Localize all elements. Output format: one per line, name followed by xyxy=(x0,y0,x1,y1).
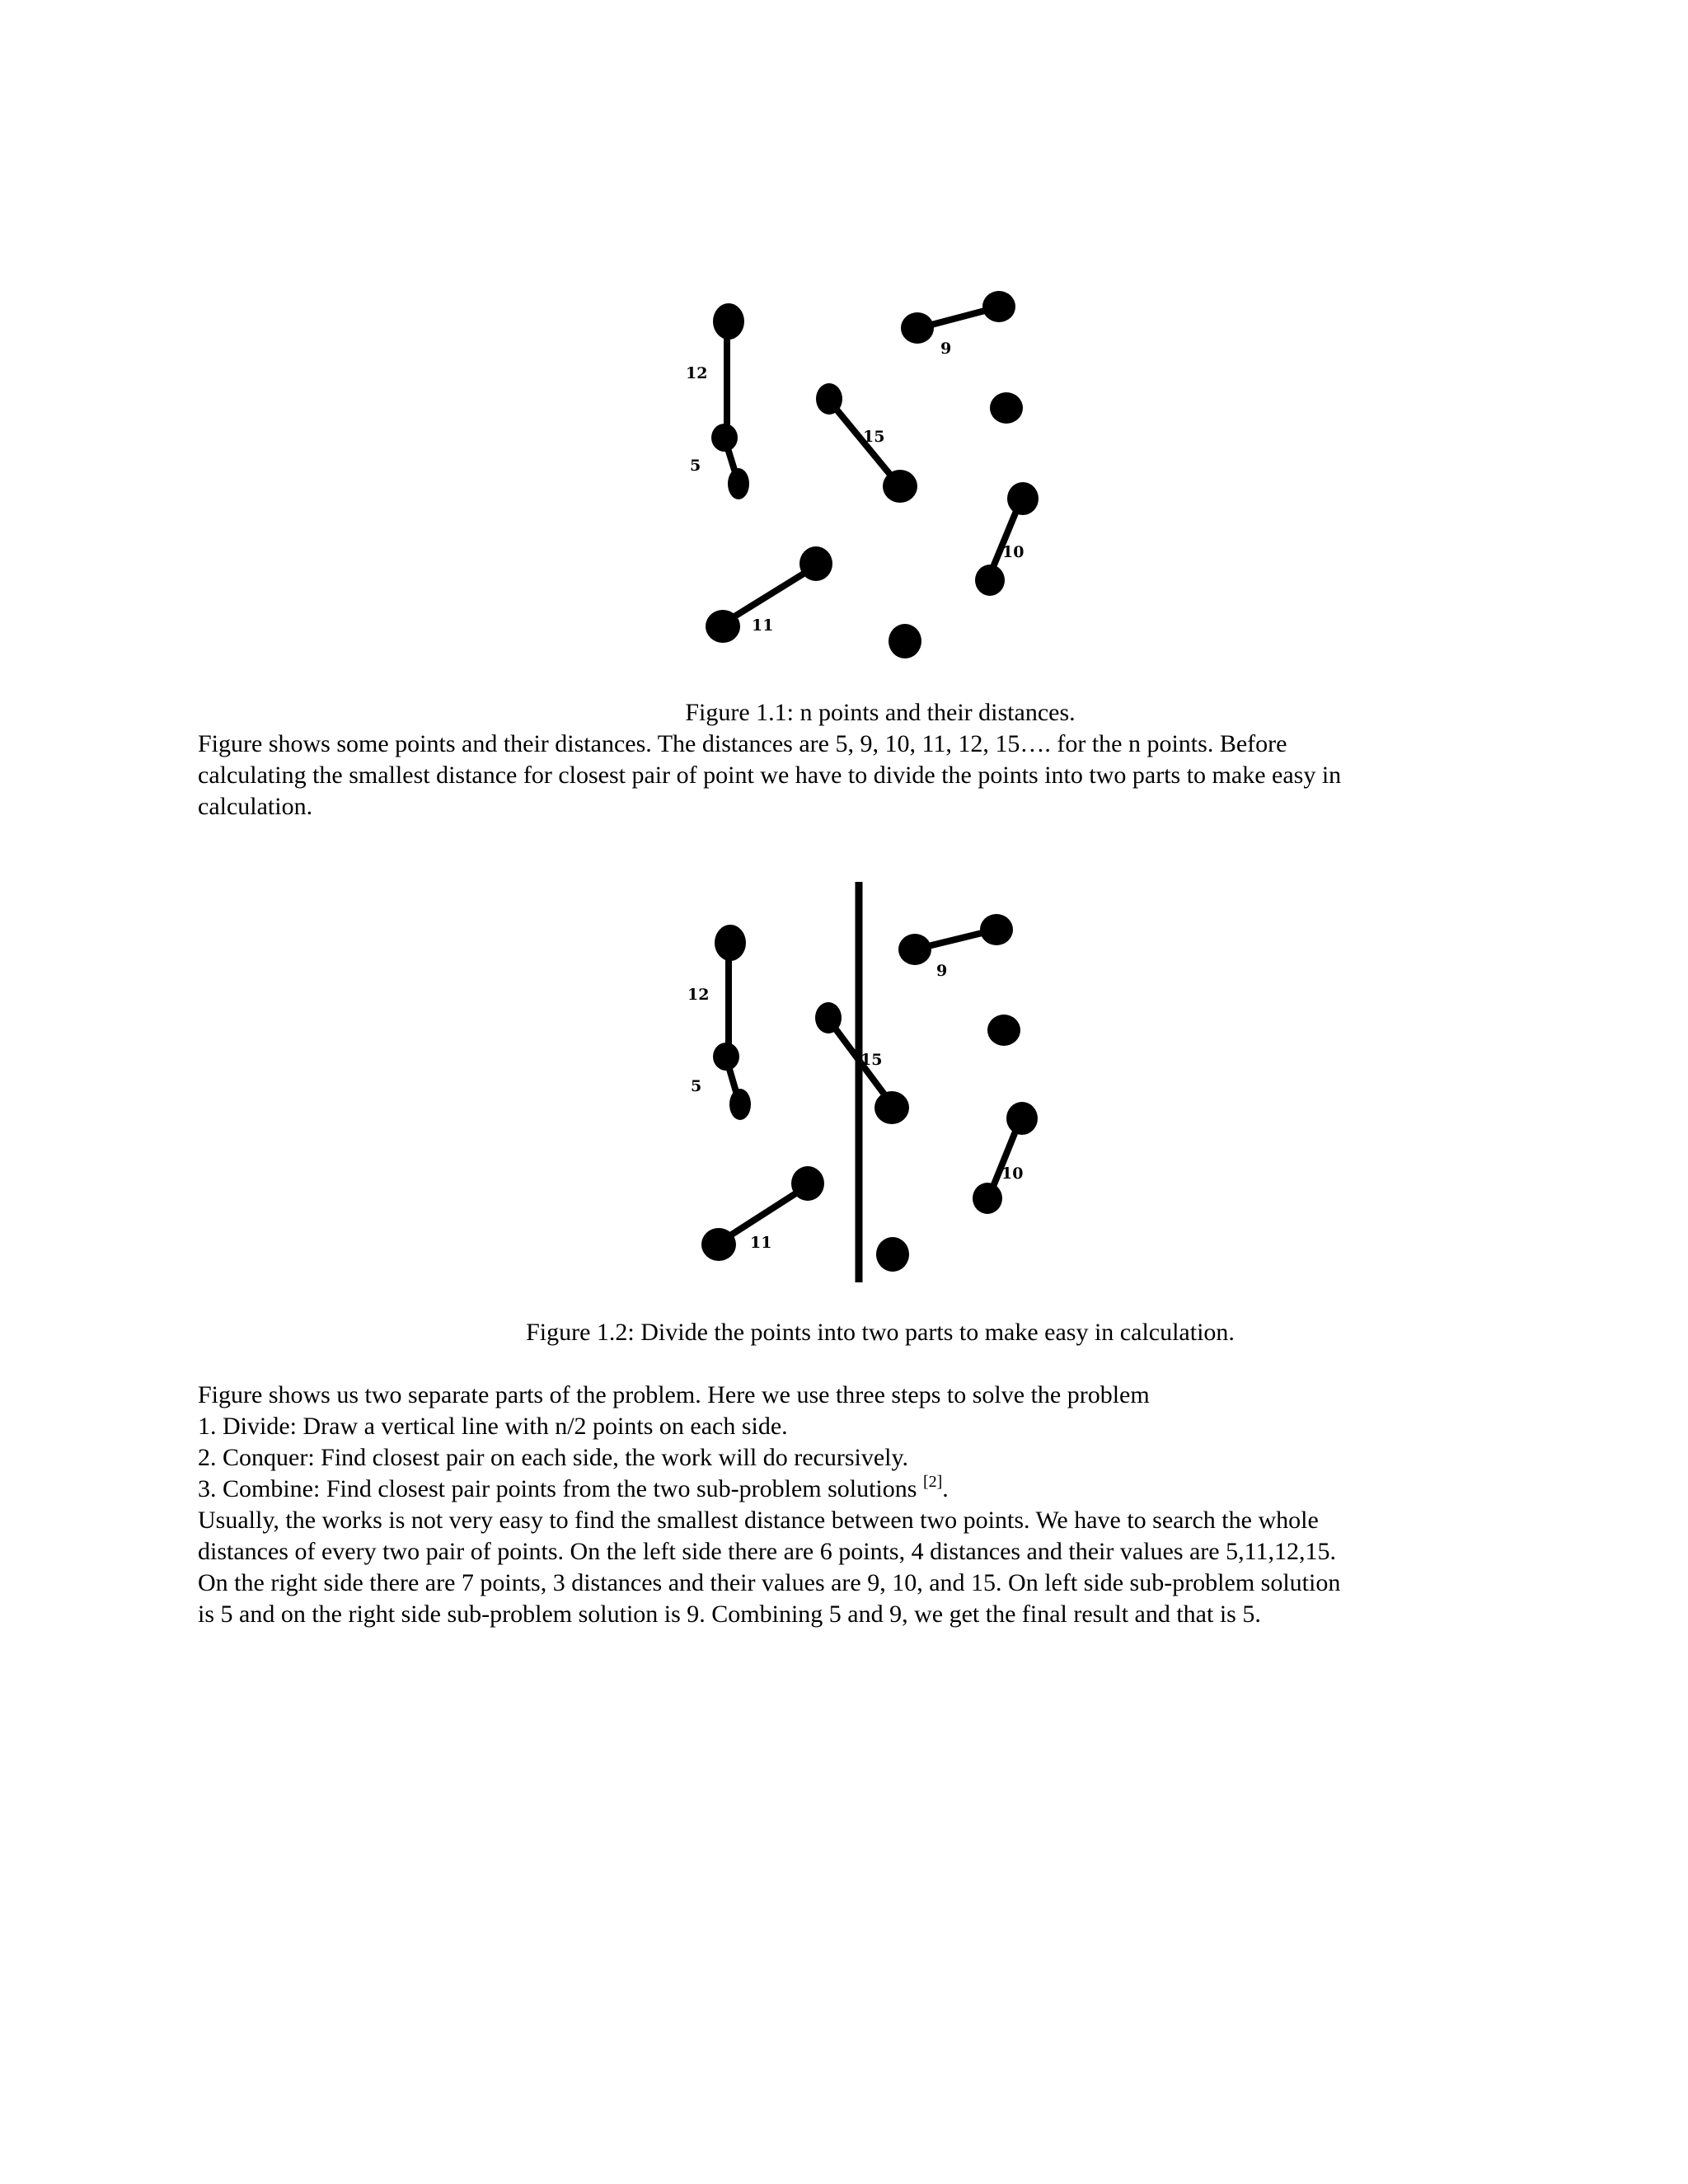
step-conquer: 2. Conquer: Find closest pair on each side, the work will do recursively. xyxy=(198,1444,909,1471)
text-line: Usually, the works is not very easy to find the smallest distance between two points. We have to search the whole xyxy=(198,1507,1319,1534)
point xyxy=(728,468,749,499)
point xyxy=(706,610,740,643)
point xyxy=(982,291,1015,322)
distance-label: 5 xyxy=(690,457,701,475)
point xyxy=(987,1015,1020,1046)
distance-label: 10 xyxy=(1002,543,1025,561)
text-line: calculating the smallest distance for closest pair of point we have to divide the points into two parts to make easy in xyxy=(198,762,1342,789)
paragraph-1 xyxy=(198,729,1492,823)
point xyxy=(816,383,842,415)
distance-label: 5 xyxy=(691,1077,702,1095)
citation-reference: [2] xyxy=(922,1473,943,1491)
point xyxy=(715,925,746,961)
text-line: Figure shows us two separate parts of the problem. Here we use three steps to solve the problem xyxy=(198,1381,1150,1408)
point xyxy=(901,312,934,344)
point xyxy=(889,624,921,658)
point xyxy=(713,303,744,340)
step-combine-end: . xyxy=(942,1475,949,1502)
point xyxy=(1006,1102,1038,1135)
figure-1-1 xyxy=(676,279,1071,674)
point xyxy=(883,470,917,503)
distance-label: 11 xyxy=(750,1234,772,1252)
point xyxy=(990,392,1023,424)
point xyxy=(711,424,738,452)
step-divide: 1. Divide: Draw a vertical line with n/2 points on each side. xyxy=(198,1413,788,1440)
text-line: calculation. xyxy=(198,793,313,820)
point xyxy=(815,1002,842,1033)
text-line: distances of every two pair of points. On the left side there are 6 points, 4 distances and their values are 5,11,12,15. xyxy=(198,1538,1336,1565)
point xyxy=(791,1166,824,1201)
step-combine-text: 3. Combine: Find closest pair points from the two sub-problem solutions xyxy=(198,1475,917,1502)
point xyxy=(713,1043,739,1071)
distance-label: 15 xyxy=(863,428,885,446)
point xyxy=(1007,482,1039,515)
points-diagram-1 xyxy=(676,279,1071,674)
paragraph-2 xyxy=(198,1380,1492,1630)
distance-label: 9 xyxy=(936,962,948,980)
point xyxy=(799,546,832,581)
step-combine xyxy=(198,1474,1492,1505)
distance-label: 9 xyxy=(940,340,952,358)
figure-1-2-caption: Figure 1.2: Divide the points into two parts to make easy in calculation. xyxy=(526,1319,1235,1346)
distance-label: 11 xyxy=(752,616,774,635)
figure-1-2 xyxy=(676,882,1071,1310)
point xyxy=(980,914,1013,945)
point xyxy=(975,565,1005,596)
distance-label: 12 xyxy=(687,986,710,1004)
point xyxy=(729,1089,751,1120)
point xyxy=(701,1228,736,1261)
point xyxy=(898,934,931,965)
distance-label: 12 xyxy=(686,364,708,382)
point xyxy=(876,1237,909,1272)
distance-label: 10 xyxy=(1001,1165,1024,1183)
distance-label: 15 xyxy=(860,1051,883,1069)
text-line: Figure shows some points and their distances. The distances are 5, 9, 10, 11, 12, 15…. for the n points. Before xyxy=(198,730,1287,757)
text-line: On the right side there are 7 points, 3 distances and their values are 9, 10, and 15. On left side sub-problem solution xyxy=(198,1569,1341,1596)
text-line: is 5 and on the right side sub-problem solution is 9. Combining 5 and 9, we get the final result and that is 5. xyxy=(198,1601,1261,1628)
point xyxy=(874,1091,909,1124)
figure-1-1-caption: Figure 1.1: n points and their distances. xyxy=(685,699,1076,726)
points-diagram-2 xyxy=(676,882,1071,1310)
point xyxy=(973,1183,1002,1214)
